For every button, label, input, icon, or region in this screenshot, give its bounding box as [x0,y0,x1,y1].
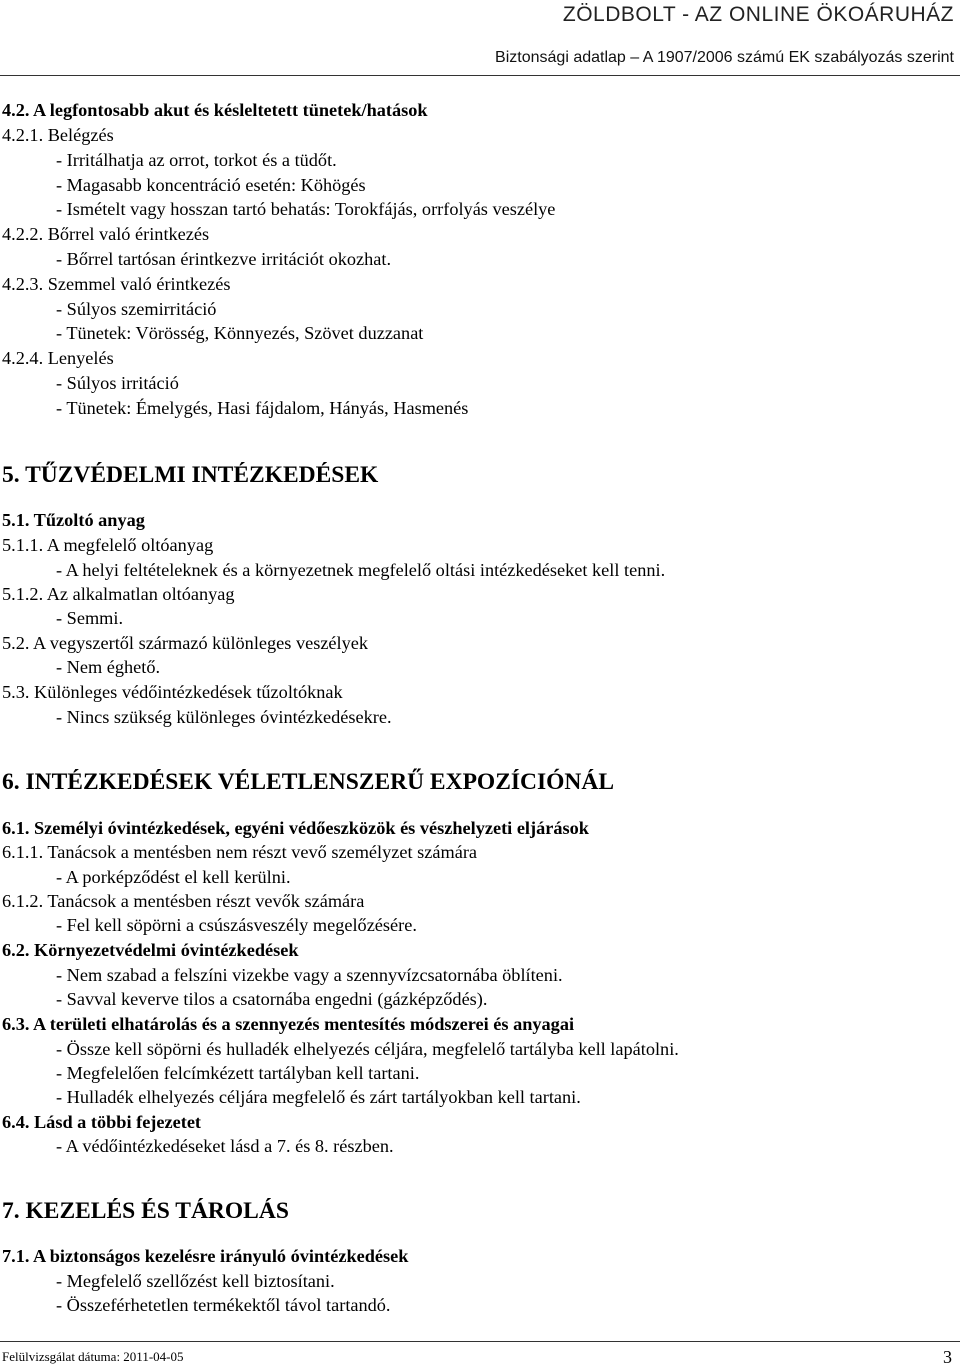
text-line: - Semmi. [56,608,124,628]
text-line: - Össze kell söpörni és hulladék elhelyezés céljára, megfelelő tartályba kell lapátolni. [56,1039,679,1059]
text-line: - Irritálhatja az orrot, torkot és a tüdőt. [56,150,337,170]
text-line: - A porképződést el kell kerülni. [56,867,291,887]
text-line: - A helyi feltételeknek és a környezetnek megfelelő oltási intézkedéseket kell tenni. [56,560,666,580]
text-line: - Savval keverve tilos a csatornába engedni (gázképződés). [56,989,488,1009]
footer-divider [0,1341,960,1342]
text-line: 4.2.2. Bőrrel való érintkezés [2,224,210,244]
subsection-heading: 6.1. Személyi óvintézkedések, egyéni védőeszközök és vészhelyzeti eljárások [2,818,589,838]
text-line: - Tünetek: Émelygés, Hasi fájdalom, Hányás, Hasmenés [56,398,469,418]
text-line: 6.1.2. Tanácsok a mentésben részt vevők számára [2,891,365,911]
text-line: - Súlyos szemirritáció [56,299,217,319]
text-line: - Hulladék elhelyezés céljára megfelelő és zárt tartályokban kell tartani. [56,1087,581,1107]
header-doc-type: Biztonsági adatlap – A 1907/2006 számú EK szabályozás szerint [495,49,954,66]
subsection-heading: 6.4. Lásd a többi fejezetet [2,1112,202,1132]
text-line: - Súlyos irritáció [56,373,179,393]
text-line: - Nem szabad a felszíni vizekbe vagy a szennyvízcsatornába öblíteni. [56,965,563,985]
section-heading: 5. TŰZVÉDELMI INTÉZKEDÉSEK [2,462,379,488]
text-line: 5.3. Különleges védőintézkedések tűzoltóknak [2,682,343,702]
text-line: 4.2.3. Szemmel való érintkezés [2,274,231,294]
text-line: - Megfelelő szellőzést kell biztosítani. [56,1271,335,1291]
text-line: - Magasabb koncentráció esetén: Köhögés [56,175,366,195]
text-line: 5.1.2. Az alkalmatlan oltóanyag [2,584,235,604]
text-line: - Bőrrel tartósan érintkezve irritációt okozhat. [56,249,392,269]
text-line: - Összeférhetetlen termékektől távol tartandó. [56,1295,391,1315]
subsection-heading: 6.2. Környezetvédelmi óvintézkedések [2,940,299,960]
subsection-heading: 7.1. A biztonságos kezelésre irányuló óvintézkedések [2,1246,409,1266]
text-line: - Tünetek: Vörösség, Könnyezés, Szövet duzzanat [56,323,424,343]
footer-page-number: 3 [943,1347,952,1367]
text-line: - Megfelelően felcímkézett tartályban kell tartani. [56,1063,420,1083]
text-line: 5.1.1. A megfelelő oltóanyag [2,535,214,555]
header-company: ZÖLDBOLT - AZ ONLINE ÖKOÁRUHÁZ [562,3,954,26]
text-line: - Fel kell söpörni a csúszásveszély megelőzésére. [56,915,417,935]
subsection-heading: 5.1. Tűzoltó anyag [2,510,145,530]
text-line: - Nem éghető. [56,657,161,677]
text-line: 4.2.4. Lenyelés [2,348,114,368]
subsection-heading: 6.3. A területi elhatárolás és a szennyezés mentesítés módszerei és anyagai [2,1014,575,1034]
text-line: 4.2.1. Belégzés [2,125,114,145]
text-line: - A védőintézkedéseket lásd a 7. és 8. részben. [56,1136,394,1156]
section-heading: 6. INTÉZKEDÉSEK VÉLETLENSZERŰ EXPOZÍCIÓNÁL [2,769,615,795]
header-divider [0,75,960,76]
subsection-heading: 4.2. A legfontosabb akut és késleltetett tünetek/hatások [2,100,428,120]
section-heading: 7. KEZELÉS ÉS TÁROLÁS [2,1198,289,1224]
text-line: - Ismételt vagy hosszan tartó behatás: Torokfájás, orrfolyás veszélye [56,199,556,219]
footer-review-date: Felülvizsgálat dátuma: 2011-04-05 [2,1349,184,1364]
text-line: 6.1.1. Tanácsok a mentésben nem részt vevő személyzet számára [2,842,478,862]
text-line: 5.2. A vegyszertől származó különleges veszélyek [2,633,369,653]
text-line: - Nincs szükség különleges óvintézkedésekre. [56,707,392,727]
